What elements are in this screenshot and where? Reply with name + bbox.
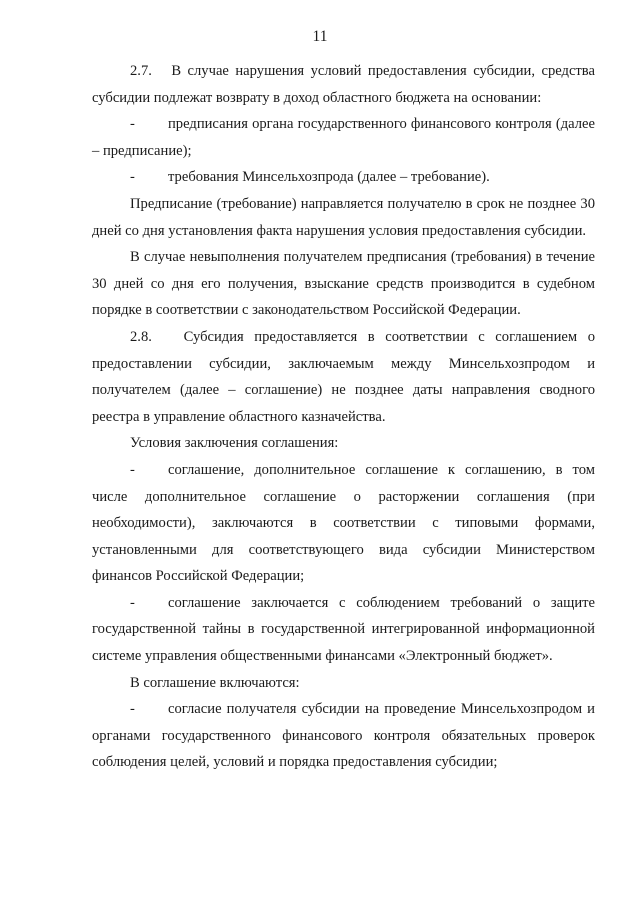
paragraph-agreement-includes: В соглашение включаются:	[130, 674, 300, 691]
list-dash: -	[130, 116, 135, 133]
list-dash: -	[130, 594, 135, 611]
paragraph-court-recovery: В случае невыполнения получателем предписания (требования) в течение 30 дней со дня его получения, взыскание средств производится в судебном порядке в соответствии с законодательством Российской Федерации.	[92, 249, 595, 319]
list-item-prescription: - предписания органа государственного финансового контроля (далее – предписание);	[92, 111, 595, 164]
list-dash: -	[130, 701, 135, 718]
document-body	[92, 58, 595, 776]
list-item-typical-forms: - соглашение, дополнительное соглашение к соглашению, в том числе дополнительное соглашение о расторжении соглашения (при необходимости), заключаются в соответствии с типовыми формами, установленными для соответствующего вида субсидии Министерством финансов Российской Федерации;	[92, 457, 595, 590]
list-item-consent-checks: - согласие получателя субсидии на проведение Минсельхозпродом и органами государственного финансового контроля обязательных проверок соблюдения целей, условий и порядка предоставления субсидии;	[92, 696, 595, 776]
paragraph-prescription-deadline: Предписание (требование) направляется получателю в срок не позднее 30 дней со дня установления факта нарушения условия предоставления субсидии.	[92, 195, 595, 239]
paragraph-2-7: 2.7. В случае нарушения условий предоставления субсидии, средства субсидии подлежат возврату в доход областного бюджета на основании:	[92, 63, 595, 106]
list-dash: -	[130, 169, 135, 186]
list-item-requirement: - требования Минсельхозпрода (далее – требование).	[92, 164, 595, 191]
list-item-electronic-budget: - соглашение заключается с соблюдением требований о защите государственной тайны в государственной интегрированной информационной системе управления общественными финансами «Электронный бюджет».	[92, 590, 595, 670]
paragraph-agreement-conditions: Условия заключения соглашения:	[130, 435, 339, 452]
page-number: 11	[312, 28, 328, 45]
list-dash: -	[130, 461, 135, 478]
paragraph-2-8: 2.8. Субсидия предоставляется в соответствии с соглашением о предоставлении субсидии, заключаемым между Минсельхозпродом и получателем (далее – соглашение) не позднее даты направления сводного реестра в управление областного казначейства.	[92, 328, 595, 425]
